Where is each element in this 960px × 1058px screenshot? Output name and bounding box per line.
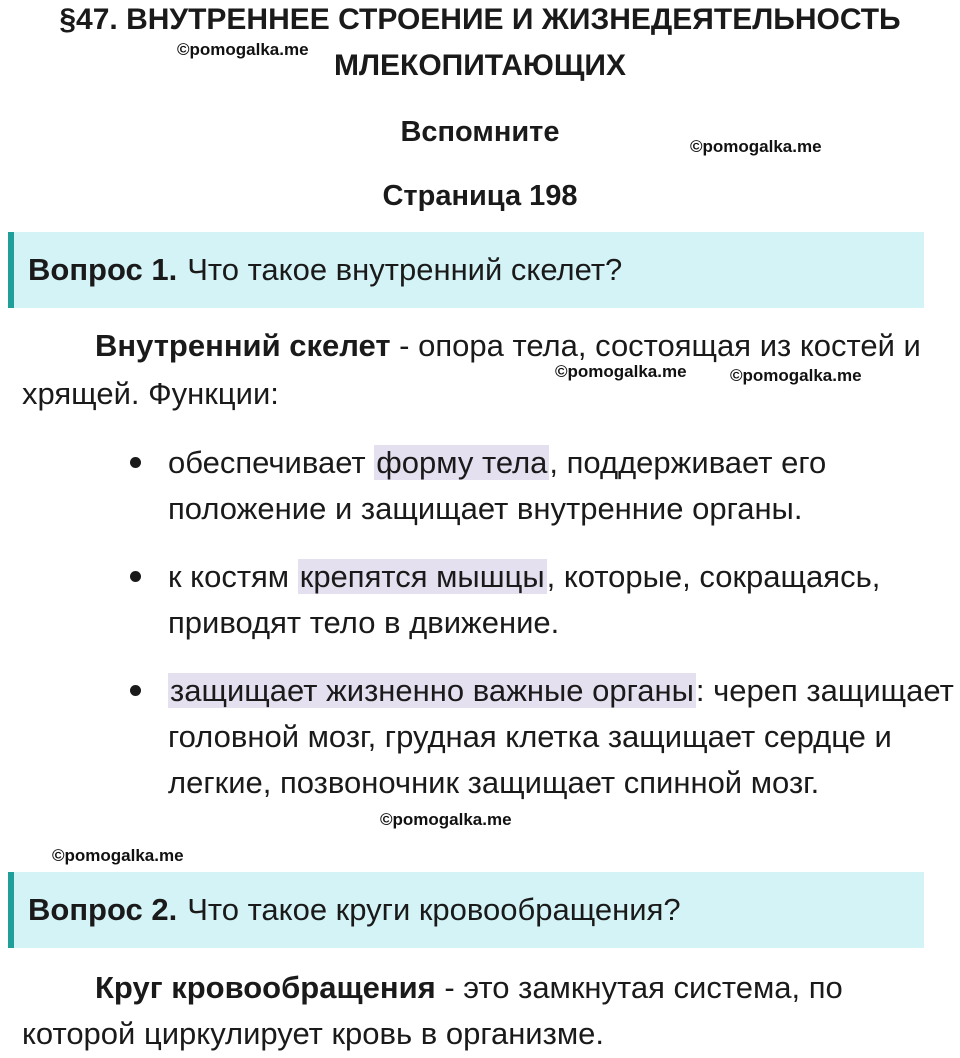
bullet-text: обеспечивает [168, 445, 375, 480]
question-2-text: Что такое круги кровообращения? [187, 892, 681, 927]
answer-1-rest: - опора тела, состоящая из костей и [390, 328, 921, 363]
list-item [128, 554, 958, 646]
page-title-line2: МЛЕКОПИТАЮЩИХ [333, 49, 626, 82]
watermark: ©pomogalka.me [52, 846, 184, 865]
question-1-label: Вопрос 1. [28, 252, 178, 287]
question-2-label: Вопрос 2. [28, 892, 178, 927]
highlighted-text: крепятся мышцы [299, 559, 545, 594]
list-item [128, 440, 958, 532]
list-item [128, 668, 958, 806]
answer-2-line2: которой циркулирует кровь в организме. [22, 1016, 605, 1051]
answer-2-term: Круг кровообращения [95, 970, 436, 1005]
watermark: ©pomogalka.me [177, 40, 309, 59]
bullet-dot-icon [130, 685, 141, 696]
bullet-text: , поддерживает его положение и защищает внутренние органы. [168, 445, 827, 526]
highlighted-text: форму тела [376, 445, 548, 480]
answer-1-bullets [128, 440, 958, 806]
bullet-text: : череп защищает головной мозг, грудная клетка защищает сердце и легкие, позвоночник защищает спинной мозг. [168, 673, 954, 800]
bullet-dot-icon [130, 571, 141, 582]
bullet-text: , которые, сокращаясь, приводят тело в движение. [168, 559, 881, 640]
bullet-text: к костям [168, 559, 298, 594]
watermark: ©pomogalka.me [690, 137, 822, 156]
watermark: ©pomogalka.me [730, 366, 862, 385]
question-1-text: Что такое внутренний скелет? [187, 252, 623, 287]
page-number: Страница 198 [382, 180, 578, 212]
answer-1-term: Внутренний скелет [95, 328, 391, 363]
section-subtitle: Вспомните [400, 116, 560, 148]
watermark: ©pomogalka.me [380, 810, 512, 829]
question-1-box [8, 232, 924, 308]
question-2-box [8, 872, 924, 948]
answer-2-rest: - это замкнутая система, по [435, 970, 843, 1005]
bullet-dot-icon [130, 457, 141, 468]
watermark: ©pomogalka.me [555, 362, 687, 381]
page-title-line1: §47. ВНУТРЕННЕЕ СТРОЕНИЕ И ЖИЗНЕДЕЯТЕЛЬНОСТЬ [59, 3, 901, 36]
highlighted-text: защищает жизненно важные органы [170, 673, 694, 708]
answer-1-line1 [95, 324, 955, 368]
answer-1-line2: хрящей. Функции: [22, 376, 279, 411]
answer-2-line1 [95, 966, 955, 1010]
